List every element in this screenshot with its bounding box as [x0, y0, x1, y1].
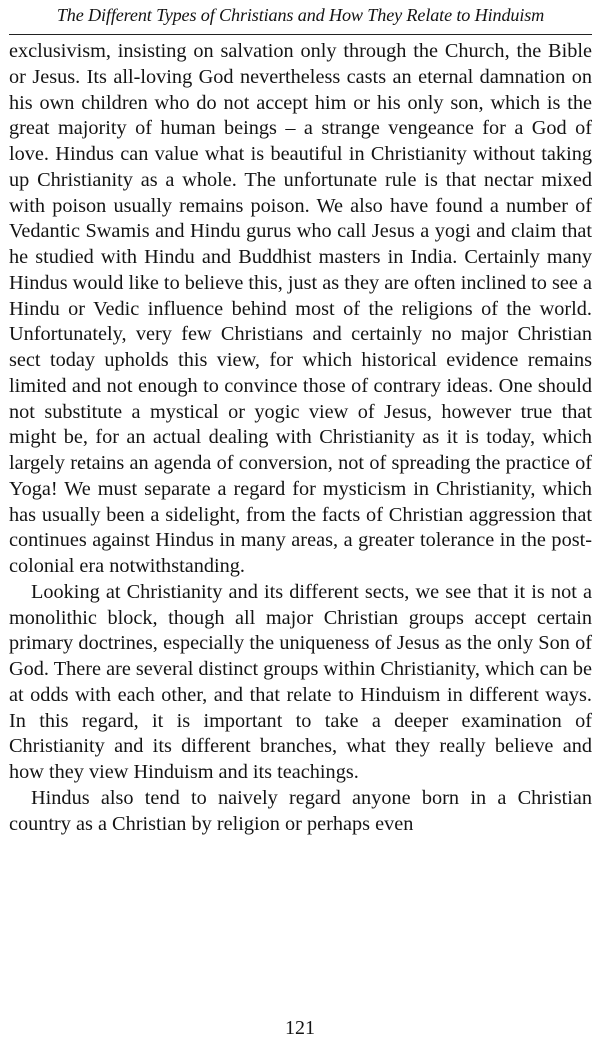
header-rule — [9, 34, 592, 35]
body-text — [9, 39, 592, 837]
paragraph-continued: exclusivism, insisting on salvation only through the Church, the Bible or Jesus. Its all-loving God nevertheless casts an eternal damnation on his own children who do not accept him or his only son, which is the great majority of human beings – a strange vengeance for a God of love. Hindus can value what is beautiful in Christianity without taking up Christianity as a whole. The unfortunate rule is that nectar mixed with poison usually remains poison. We also have found a number of Vedantic Swamis and Hindu gurus who call Jesus a yogi and claim that he studied with Hindu and Buddhist masters in India. Certainly many Hindus would like to believe this, just as they are often inclined to see a Hindu or Vedic influence behind most of the religions of the world. Unfortunately, very few Christians and certainly no major Christian sect today upholds this view, for which historical evidence remains limited and not enough to convince those of contrary ideas. One should not substitute a mystical or yogic view of Jesus, however true that might be, for an actual dealing with Christianity as it is today, which largely retains an agenda of conversion, not of spreading the practice of Yoga! We must separate a regard for mysticism in Christianity, which has usually been a sidelight, from the facts of Christian aggression that continues against Hindus in many areas, a greater tolerance in the post-colonial era notwithstanding. — [9, 40, 592, 577]
paragraph: Hindus also tend to naively regard anyone born in a Christian country as a Christian by religion or perhaps even — [9, 786, 592, 835]
paragraph: Looking at Christianity and its different sects, we see that it is not a monolithic block, though all major Christian groups accept certain primary doctrines, especially the uniqueness of Jesus as the only Son of God. There are several distinct groups within Christianity, which can be at odds with each other, and that relate to Hinduism in different ways. In this regard, it is important to take a deeper examination of Christianity and its different branches, what they really believe and how they view Hinduism and its teachings. — [9, 580, 592, 783]
page-number: 121 — [285, 1017, 315, 1039]
running-head: The Different Types of Christians and How They Relate to Hinduism — [56, 5, 545, 25]
